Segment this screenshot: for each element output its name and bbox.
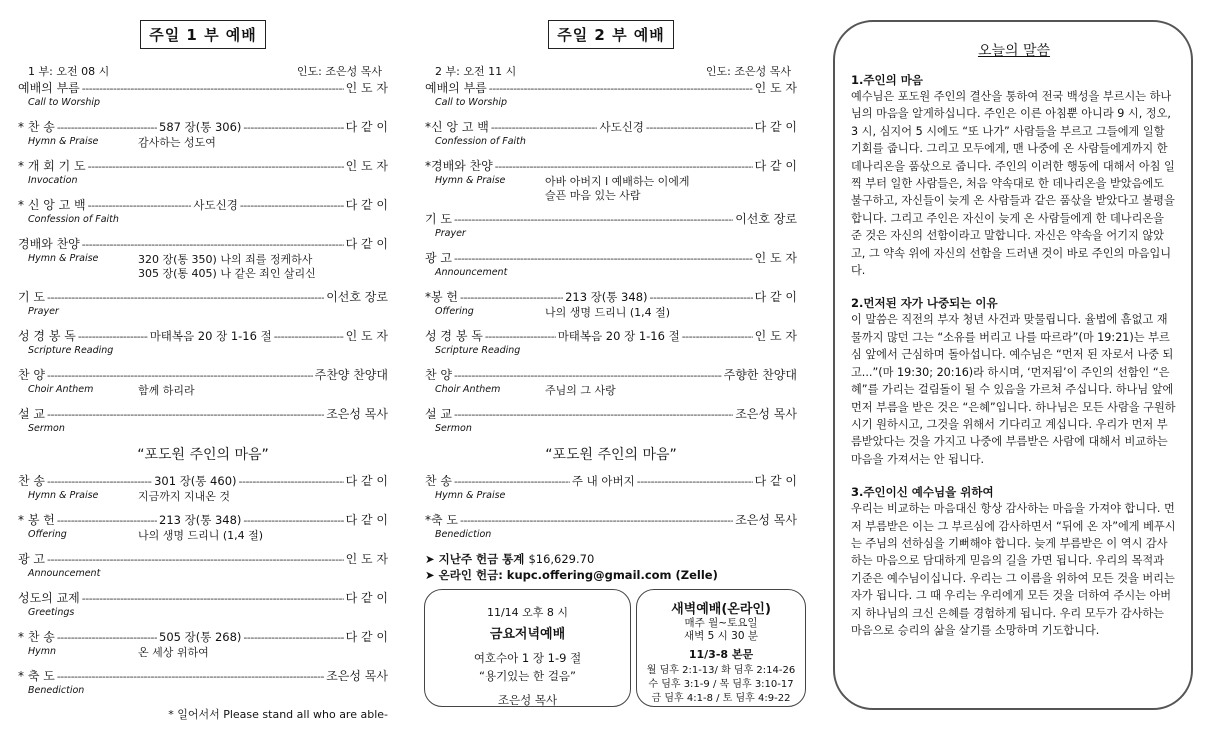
order-item-english-label: Offering	[435, 306, 474, 317]
order-item-english: Call to Worship	[435, 97, 508, 108]
section-body: 우리는 비교하는 마음대신 항상 감사하는 마음을 가져야 합니다. 먼저 부름받은 이는 그 부르심에 감사하면서 “뒤에 온 자”에게 베푸시는 주님의 선하심을 기뻐해야 합니다. 늦게 부름받은 이 역시 감사하는 마음으로 담대하게 믿음의 길을 가면 됩니다. 우리의 목적과 기준은 예수님이십니다. 우리는 그 이름을 위하여 모든 것을 버리는 자가 됩니다. 그 때 우리는 우리에게 모든 것을 더하여 주시는 아버지 하나님의 크신 은혜를 경험하게 됩니다. 우리 모두가 감사하는 마음으로 승리의 삶을 살기를 소망하며 기도합니다.	[851, 502, 1176, 637]
order-item-english-label: Hymn & Praise	[435, 175, 506, 186]
leader-dots	[460, 514, 733, 527]
order-item-detail: 사도신경	[599, 120, 644, 134]
leader-dots	[78, 330, 148, 343]
order-item-leader: 다 같 이	[345, 513, 388, 527]
leader-dots	[646, 121, 753, 134]
leader-dots	[495, 160, 753, 173]
order-item-sub	[138, 646, 209, 660]
order-item-sub	[545, 384, 616, 398]
section-body: 예수님은 포도원 주인의 결산을 통하여 전국 백성을 부르시는 하나님의 마음을 알게하십니다. 주인은 이른 아침뿐 아니라 9 시, 정오, 3 시, 심지어 5 시에도 “또 나가” 사람들을 부르고 그들에게 일할 기회를 줍니다. 그리고 모두에게, 맨 나중에 온 사람들에게까지 한 데나리온을 품삯으로 줍니다. 주인의 이러한 행동에 대해서 아침 일찍 부터 일한 사람들은, 처음 약속대로 한 데나리온을 받았음에도 불구하고, 자신들이 늦게 온 사람들과 같은 품삯을 받았다고 불평을 합니다. 그리고 주인은 자신이 늦게 온 사람들에게 한 데나리온을 준 것은 자신의 선함이라고 말합니다. 자신은 약속을 어기지 않았고, 그 약속 위에 자신의 선함을 드러낸 것이 바로 주인의 마음입니다.	[851, 90, 1175, 278]
order-item	[425, 79, 797, 97]
order-item-detail: 사도신경	[193, 198, 238, 212]
order-item-detail: 마태복음 20 장 1-16 절	[149, 329, 272, 343]
order-item-label: 설 교	[425, 407, 452, 421]
section-body: 이 말씀은 직전의 부자 청년 사건과 맞물립니다. 율법에 흠없고 재물까지 많던 그는 “소유를 버리고 나를 따르라”(마 19:21)는 부르심 앞에서 근심하며 돌아섭니다. 예수님은 “먼저 된 자로서 나중 되고...”(마 19:30; 20:16)라 하시며, ‘먼저됨’이 주인의 선함인 “은혜”를 가리는 걸림돌이 될 수 있음을 가르쳐 주십니다. 하나님 앞에 먼저 부름을 받은 것은 “은혜”입니다. 하나님은 모든 사람을 구원하시기 원하시고, 그것을 위해서 기다리고 계십니다. 우리가 먼저 부름받았다는 것을 가지고 나중에 부름받은 사람에 대해서 비교하는 마음을 가져서는 안 됩니다.	[851, 313, 1176, 466]
order-item-leader: 인 도 자	[754, 329, 797, 343]
leader-dots	[491, 121, 598, 134]
order-item-english: Scripture Reading	[435, 345, 521, 356]
service2-order	[425, 79, 797, 437]
order-item-leader: 인 도 자	[345, 159, 388, 173]
order-item-sub-line: 305 장(통 405) 나 같은 죄인 살리신	[138, 267, 316, 280]
order-item-label: * 찬 송	[18, 120, 55, 134]
order-item-leader: 조은성 목사	[735, 407, 797, 421]
order-item-english: Greetings	[28, 607, 75, 618]
service2-title: 주일 2 부 예배	[548, 20, 674, 49]
dawn-days: 매주 월~토요일	[684, 617, 758, 629]
order-item-sub	[138, 384, 195, 398]
order-item-english	[18, 384, 388, 398]
order-item-english: Invocation	[28, 175, 78, 186]
todays-word-title: 오늘의 말씀	[977, 43, 1051, 59]
order-item-label: *경배와 찬양	[425, 159, 493, 173]
dawn-reading-line: 금 딤후 4:1-8 / 토 딤후 4:9-22	[651, 693, 791, 704]
friday-preacher: 조은성 목사	[497, 693, 558, 707]
order-item-english-label: Choir Anthem	[28, 384, 94, 395]
order-item	[18, 288, 388, 306]
order-item-english-label: Hymn	[28, 646, 57, 657]
order-item-leader: 다 같 이	[345, 237, 388, 251]
order-item	[18, 366, 388, 384]
leader-dots	[47, 408, 324, 421]
dawn-readings	[637, 664, 805, 706]
order-item-english	[18, 646, 388, 660]
leader-dots	[82, 592, 344, 605]
service1-time: 1 부: 오전 08 시	[28, 65, 110, 78]
leader-dots	[454, 369, 722, 382]
order-item-sub-line: 아바 아버지 l 예배하는 이에게	[545, 175, 690, 188]
leader-dots	[274, 330, 344, 343]
order-item-detail: 주 내 아버지	[571, 474, 635, 488]
order-item-english: Confession of Faith	[28, 214, 119, 225]
order-item	[18, 405, 388, 423]
order-item-english: Hymn & Praise	[435, 490, 506, 501]
order-item-label: 기 도	[18, 290, 45, 304]
order-item-english: Prayer	[435, 228, 466, 239]
order-item-english-label: Hymn & Praise	[28, 136, 99, 147]
order-item	[425, 210, 797, 228]
order-item-leader: 다 같 이	[754, 290, 797, 304]
order-item-english-label: Hymn & Praise	[28, 253, 99, 264]
order-item-label: * 봉 헌	[18, 513, 55, 527]
order-item-leader: 인 도 자	[754, 81, 797, 95]
order-item-label: *봉 헌	[425, 290, 458, 304]
offering-value: $16,629.70	[528, 552, 595, 566]
leader-dots	[454, 213, 733, 226]
order-item-label: 기 도	[425, 212, 452, 226]
leader-dots	[650, 291, 753, 304]
order-item-leader: 다 같 이	[345, 630, 388, 644]
order-item-label: * 개 회 기 도	[18, 159, 86, 173]
order-item-label: 예배의 부름	[18, 81, 80, 95]
order-item-label: 성도의 교제	[18, 591, 80, 605]
service2-leader: 인도: 조은성 목사	[705, 65, 791, 78]
order-item-label: 설 교	[18, 407, 45, 421]
order-item-english: Prayer	[28, 306, 59, 317]
order-item-english: Sermon	[435, 423, 472, 434]
leader-dots	[57, 514, 157, 527]
order-item-sub-line: 감사하는 성도여	[138, 136, 216, 149]
order-item-english-label: Choir Anthem	[435, 384, 501, 395]
leader-dots	[240, 199, 344, 212]
offering-label: ➤ 지난주 헌금 통계	[425, 552, 525, 566]
order-item	[425, 118, 797, 136]
order-item-sub-line: 지금까지 지내온 것	[138, 490, 231, 503]
leader-dots	[47, 369, 313, 382]
leader-dots	[637, 475, 753, 488]
order-item-leader: 주향한 찬양대	[723, 368, 797, 382]
leader-dots	[88, 199, 192, 212]
order-item-sub	[138, 529, 263, 543]
order-item-sub	[545, 306, 670, 320]
order-item-sub-line: 슬픈 마음 있는 사람	[545, 189, 641, 202]
order-item-english	[425, 384, 797, 398]
dawn-title: 새벽예배(온라인)	[671, 602, 771, 617]
order-item-english	[18, 253, 388, 281]
order-item-english	[18, 490, 388, 504]
order-item-label: * 신 앙 고 백	[18, 198, 86, 212]
order-item-detail: 213 장(통 348)	[159, 513, 242, 527]
order-item-label: * 찬 송	[18, 630, 55, 644]
leader-dots	[485, 330, 556, 343]
order-item-label: 예배의 부름	[425, 81, 487, 95]
leader-dots	[239, 475, 344, 488]
order-item	[18, 118, 388, 136]
service1-info	[18, 63, 388, 79]
order-item-leader: 다 같 이	[345, 591, 388, 605]
order-item	[425, 288, 797, 306]
leader-dots	[454, 252, 753, 265]
leader-dots	[47, 291, 324, 304]
leader-dots	[57, 670, 324, 683]
order-item-label: 광 고	[425, 251, 452, 265]
section-heading: 3.주인이신 예수님을 위하여	[851, 485, 994, 500]
leader-dots	[682, 330, 753, 343]
order-item-leader: 다 같 이	[754, 120, 797, 134]
order-item	[18, 327, 388, 345]
order-item	[425, 366, 797, 384]
order-item-sub-line: 나의 생명 드리니 (1,4 절)	[138, 529, 264, 542]
order-item-leader: 이선호 장로	[326, 290, 388, 304]
order-item-leader: 인 도 자	[345, 81, 388, 95]
order-item-detail: 587 장(통 306)	[159, 120, 242, 134]
order-item-sub-line: 320 장(통 350) 나의 죄를 정케하사	[138, 253, 313, 266]
order-item-leader: 인 도 자	[345, 552, 388, 566]
service2-time: 2 부: 오전 11 시	[435, 65, 517, 78]
order-item-leader: 인 도 자	[754, 251, 797, 265]
order-item-leader: 조은성 목사	[326, 669, 388, 683]
order-item-label: *신 앙 고 백	[425, 120, 489, 134]
service1-title: 주일 1 부 예배	[140, 20, 266, 49]
order-item-english	[425, 175, 797, 203]
order-item-english-label: Hymn & Praise	[28, 490, 99, 501]
order-item	[18, 196, 388, 214]
friday-service-box	[424, 589, 631, 707]
leader-dots	[243, 121, 343, 134]
order-item-detail: 마태복음 20 장 1-16 절	[557, 329, 680, 343]
order-item	[18, 589, 388, 607]
leader-dots	[47, 475, 152, 488]
order-item-english: Benediction	[435, 529, 492, 540]
service2-column	[425, 14, 797, 583]
order-item-leader: 조은성 목사	[326, 407, 388, 421]
service1-leader: 인도: 조은성 목사	[296, 65, 382, 78]
leader-dots	[489, 82, 753, 95]
order-item	[18, 235, 388, 253]
order-item-english: Announcement	[435, 267, 508, 278]
offering-info	[425, 551, 797, 583]
friday-theme: “용기있는 한 걸음”	[479, 669, 576, 683]
order-item-leader: 다 같 이	[345, 474, 388, 488]
leader-dots	[454, 408, 733, 421]
leader-dots	[82, 82, 344, 95]
stand-note: * 일어서서 Please stand all who are able-	[168, 708, 388, 721]
order-item-label: 찬 양	[18, 368, 45, 382]
order-item-sub	[545, 175, 690, 203]
order-item-english: Benediction	[28, 685, 85, 696]
order-item-leader: 다 같 이	[754, 474, 797, 488]
order-item	[18, 550, 388, 568]
order-item-label: 찬 양	[425, 368, 452, 382]
order-item	[18, 511, 388, 529]
order-item-label: * 축 도	[18, 669, 55, 683]
order-item-leader: 인 도 자	[345, 329, 388, 343]
friday-date: 11/14 오후 8 시	[486, 606, 569, 619]
leader-dots	[82, 238, 344, 251]
order-item-detail: 213 장(통 348)	[565, 290, 648, 304]
section-heading: 2.먼저된 자가 나중되는 이유	[851, 296, 998, 311]
service1-sermon-title: “포도원 주인의 마음”	[137, 447, 269, 463]
order-item-english: Announcement	[28, 568, 101, 579]
order-item-leader: 다 같 이	[345, 120, 388, 134]
section-heading: 1.주인의 마음	[851, 73, 923, 87]
service2-info	[425, 63, 797, 79]
order-item-label: 성 경 봉 독	[18, 329, 76, 343]
order-item-sub-line: 나의 생명 드리니 (1,4 절)	[545, 306, 671, 319]
order-item-leader: 조은성 목사	[735, 513, 797, 527]
leader-dots	[460, 291, 563, 304]
todays-word-panel	[833, 20, 1193, 710]
leader-dots	[243, 514, 343, 527]
order-item-leader: 다 같 이	[754, 159, 797, 173]
order-item-sub	[138, 253, 316, 281]
order-item	[425, 327, 797, 345]
order-item-english: Call to Worship	[28, 97, 101, 108]
order-item	[425, 511, 797, 529]
dawn-range: 11/3-8 본문	[688, 648, 754, 661]
leader-dots	[57, 121, 157, 134]
order-item-leader: 주찬양 찬양대	[314, 368, 388, 382]
order-item-sub	[138, 136, 216, 150]
dawn-time: 새벽 5 시 30 분	[684, 630, 758, 642]
online-offering: ➤ 온라인 헌금: kupc.offering@gmail.com (Zelle)	[425, 568, 718, 582]
order-item-leader: 이선호 장로	[735, 212, 797, 226]
order-item-english: Sermon	[28, 423, 65, 434]
order-item	[425, 249, 797, 267]
order-item	[425, 405, 797, 423]
friday-scripture: 여호수아 1 장 1-9 절	[473, 651, 582, 665]
order-item	[425, 472, 797, 490]
order-item-english	[18, 529, 388, 543]
dawn-reading-line: 월 딤후 2:1-13/ 화 딤후 2:14-26	[646, 665, 796, 676]
order-item-english	[18, 136, 388, 150]
leader-dots	[88, 160, 344, 173]
order-item-label: 광 고	[18, 552, 45, 566]
order-item	[18, 667, 388, 685]
order-item-detail: 505 장(통 268)	[159, 630, 242, 644]
service1-column	[18, 14, 388, 722]
order-item-label: 찬 송	[425, 474, 452, 488]
order-item-english: Confession of Faith	[435, 136, 526, 147]
friday-title: 금요저녁예배	[489, 627, 566, 642]
offering-stats	[425, 551, 797, 567]
order-item-label: 찬 송	[18, 474, 45, 488]
order-item	[18, 157, 388, 175]
order-item-english	[425, 306, 797, 320]
leader-dots	[454, 475, 570, 488]
leader-dots	[47, 553, 344, 566]
dawn-reading-line: 수 딤후 3:1-9 / 목 딤후 3:10-17	[648, 679, 794, 690]
service2-sermon-title: “포도원 주인의 마음”	[545, 447, 677, 463]
order-item-label: 경배와 찬양	[18, 237, 80, 251]
order-item-sub-line: 주님의 그 사랑	[545, 384, 616, 397]
order-item-sub-line: 함께 하리라	[138, 384, 195, 397]
service1-order	[18, 79, 388, 437]
order-item-label: 성 경 봉 독	[425, 329, 483, 343]
service1-order-after	[18, 472, 388, 699]
order-item-sub-line: 온 세상 위하여	[138, 646, 209, 659]
order-item-label: *축 도	[425, 513, 458, 527]
leader-dots	[243, 631, 343, 644]
dawn-service-box	[636, 589, 806, 707]
order-item-leader: 다 같 이	[345, 198, 388, 212]
order-item-english: Scripture Reading	[28, 345, 114, 356]
service2-order-after	[425, 472, 797, 543]
order-item	[425, 157, 797, 175]
order-item-sub	[138, 490, 230, 504]
order-item	[18, 472, 388, 490]
leader-dots	[57, 631, 157, 644]
order-item-english-label: Offering	[28, 529, 67, 540]
order-item-detail: 301 장(통 460)	[154, 474, 237, 488]
order-item	[18, 79, 388, 97]
order-item	[18, 628, 388, 646]
